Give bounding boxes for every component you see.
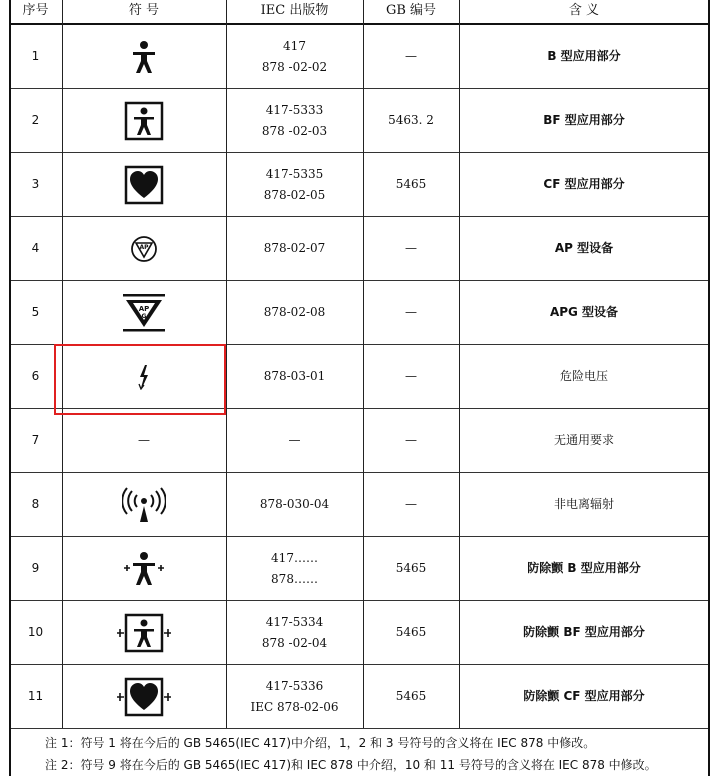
iec-publication: 878-030-04: [259, 497, 330, 511]
iec-line: 417-5333: [265, 102, 324, 117]
svg-text:AP: AP: [139, 243, 149, 251]
header-meaning: 含 义: [568, 3, 600, 19]
meaning: BF 型应用部分: [543, 113, 625, 127]
iec-publication: [226, 153, 363, 216]
table-row: [9, 473, 709, 537]
iec-line: 417-5336: [265, 678, 324, 693]
header-gb: GB 编号: [385, 3, 437, 19]
ap-circle-icon: [62, 217, 226, 280]
gb-number: —: [405, 305, 417, 319]
meaning: 危险电压: [559, 369, 608, 383]
iec-line: 878 -02-02: [261, 59, 328, 74]
table-notes: [9, 728, 709, 776]
meaning: APG 型设备: [549, 305, 619, 319]
table-border-right: [708, 0, 710, 776]
radiation-antenna-icon: [62, 473, 226, 536]
row-number: 5: [31, 305, 40, 319]
iec-publication: [226, 25, 363, 88]
table-row: [9, 25, 709, 89]
header-no: 序号: [22, 3, 49, 19]
person-icon: [62, 25, 226, 88]
highlight-box: [54, 344, 226, 415]
note-2: 注 2：符号 9 将在今后的 GB 5465(IEC 417)和 IEC 878 中介绍，10 和 11 号符号的含义将在 IEC 878 中修改。: [45, 758, 657, 772]
table-row: [9, 153, 709, 217]
iec-line: 417-5334: [265, 614, 324, 629]
header-iec: IEC 出版物: [260, 3, 329, 19]
gb-number: —: [405, 369, 417, 383]
gb-number: 5463. 2: [388, 113, 434, 127]
gb-number: —: [405, 49, 417, 63]
iec-line: 417: [283, 38, 306, 53]
defib-heart-square-icon: [62, 665, 226, 728]
row-number: 4: [31, 241, 40, 255]
iec-publication: [226, 89, 363, 152]
table-row: [9, 665, 709, 729]
iec-publication: [226, 665, 363, 728]
table-row: [9, 601, 709, 665]
gb-number: 5465: [395, 177, 427, 191]
note-1: 注 1：符号 1 将在今后的 GB 5465(IEC 417)中介绍，1，2 和 3 号符号的含义将在 IEC 878 中修改。: [45, 736, 596, 750]
meaning: 无通用要求: [553, 433, 614, 447]
meaning: 非电离辐射: [553, 497, 614, 511]
iec-line: 878……: [271, 571, 318, 586]
row-number: 9: [31, 561, 40, 575]
table-border-left: [9, 0, 11, 776]
column-divider: [226, 0, 227, 728]
iec-publication: 878-03-01: [263, 369, 326, 383]
row-number: 10: [27, 625, 44, 639]
table-row: [9, 89, 709, 153]
iec-publication: —: [288, 433, 301, 447]
row-number: 2: [31, 113, 40, 127]
iec-line: 878-02-05: [263, 187, 326, 202]
defib-person-icon: [62, 537, 226, 600]
iec-publication: 878-02-08: [263, 305, 326, 319]
meaning: AP 型设备: [554, 241, 614, 255]
meaning: 防除颤 CF 型应用部分: [523, 689, 645, 703]
gb-number: —: [405, 241, 417, 255]
header-symbol: 符 号: [128, 3, 160, 19]
gb-number: 5465: [395, 561, 427, 575]
column-divider: [363, 0, 364, 728]
iec-line: IEC 878-02-06: [250, 699, 339, 714]
table-row: [9, 537, 709, 601]
row-number: 7: [31, 433, 40, 447]
row-number: 6: [31, 369, 40, 383]
heart-in-square-icon: [62, 153, 226, 216]
iec-line: 417……: [271, 550, 318, 565]
defib-person-square-icon: [62, 601, 226, 664]
svg-text:G: G: [141, 312, 147, 320]
row-number: 8: [31, 497, 40, 511]
gb-number: —: [405, 497, 417, 511]
row-number: 1: [31, 49, 40, 63]
row-number: 11: [27, 689, 44, 703]
table-row: [9, 217, 709, 281]
svg-text:AP: AP: [138, 304, 150, 313]
table-row: [9, 281, 709, 345]
table-row: [9, 409, 709, 473]
iec-publication: 878-02-07: [263, 241, 326, 255]
person-in-square-icon: [62, 89, 226, 152]
gb-number: 5465: [395, 625, 427, 639]
iec-publication: [226, 601, 363, 664]
dash-icon: —: [138, 433, 150, 447]
apg-triangle-icon: [62, 281, 226, 344]
gb-number: 5465: [395, 689, 427, 703]
table-header: [9, 0, 709, 25]
column-divider: [459, 0, 460, 728]
iec-line: 417-5335: [265, 166, 324, 181]
meaning: CF 型应用部分: [543, 177, 625, 191]
meaning: 防除颤 BF 型应用部分: [523, 625, 645, 639]
iec-line: 878 -02-03: [261, 123, 328, 138]
meaning: 防除颤 B 型应用部分: [527, 561, 641, 575]
iec-publication: [226, 537, 363, 600]
gb-number: —: [405, 433, 417, 447]
meaning: B 型应用部分: [547, 49, 621, 63]
row-number: 3: [31, 177, 40, 191]
iec-line: 878 -02-04: [261, 635, 328, 650]
